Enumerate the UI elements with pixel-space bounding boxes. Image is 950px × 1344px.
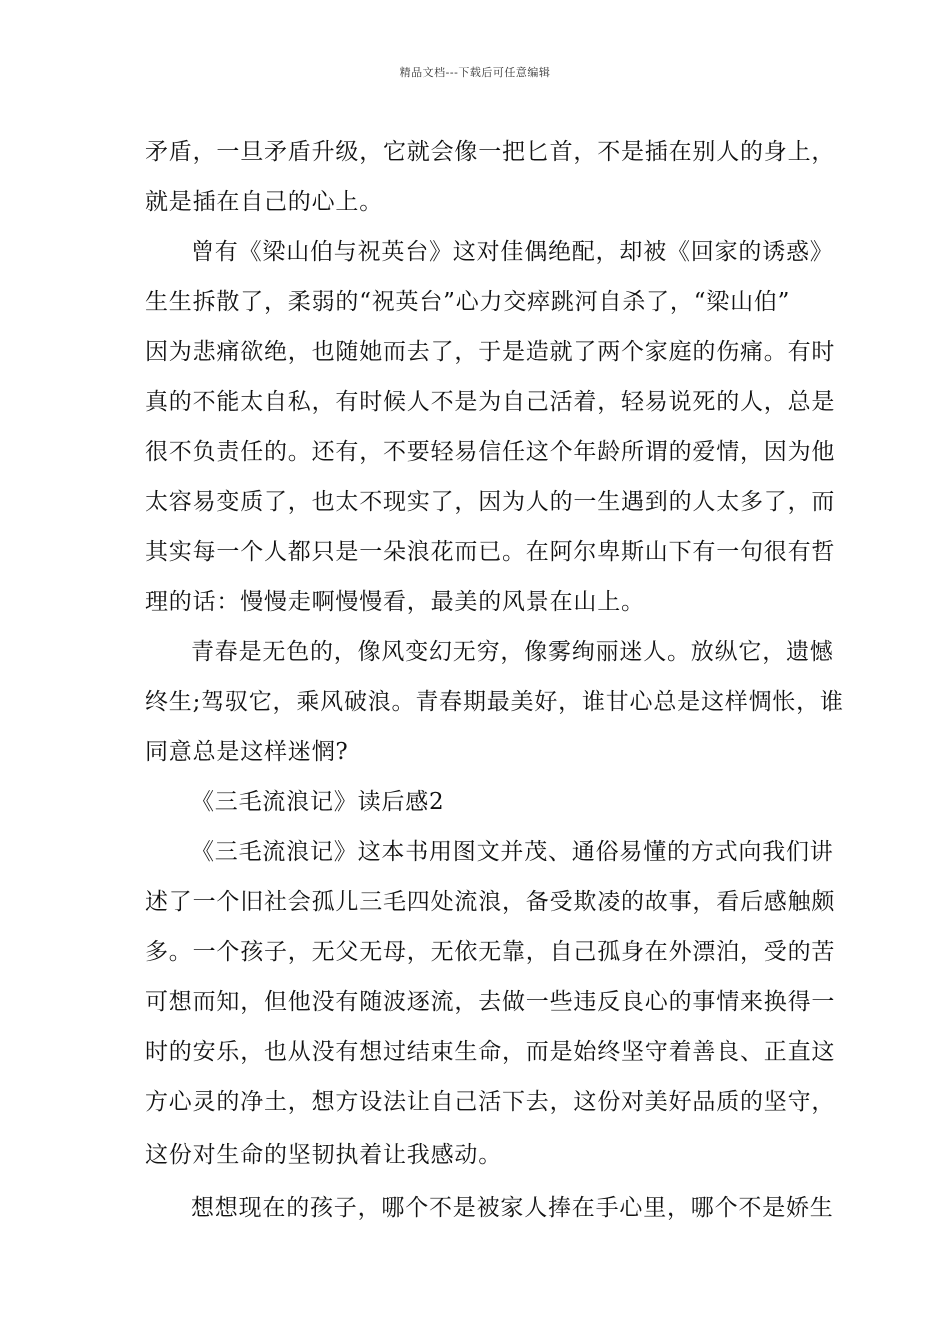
text-line: 太容易变质了，也太不现实了，因为人的一生遇到的人太多了，而 bbox=[145, 489, 836, 515]
text-line: 终生;驾驭它，乘风破浪。青春期最美好，谁甘心总是这样惆怅，谁 bbox=[145, 689, 844, 715]
text-line: 同意总是这样迷惘? bbox=[145, 739, 349, 765]
text-line: 这份对生命的坚韧执着让我感动。 bbox=[145, 1142, 502, 1168]
text-line: 想想现在的孩子，哪个不是被家人捧在手心里，哪个不是娇生 bbox=[191, 1195, 834, 1221]
text-line: 述了一个旧社会孤儿三毛四处流浪，备受欺凌的故事，看后感触颇 bbox=[145, 889, 836, 915]
text-line: 时的安乐，也从没有想过结束生命，而是始终坚守着善良、正直这 bbox=[145, 1039, 836, 1065]
text-line: 理的话：慢慢走啊慢慢看，最美的风景在山上。 bbox=[145, 589, 645, 615]
text-line: 其实每一个人都只是一朵浪花而已。在阿尔卑斯山下有一句很有哲 bbox=[145, 539, 836, 565]
text-line: 真的不能太自私，有时候人不是为自己活着，轻易说死的人，总是 bbox=[145, 389, 836, 415]
text-line: 青春是无色的，像风变幻无穷，像雾绚丽迷人。放纵它，遗憾 bbox=[191, 639, 834, 665]
text-line: 生生拆散了，柔弱的“祝英台”心力交瘁跳河自杀了，“梁山伯” bbox=[145, 289, 791, 315]
text-line: 多。一个孩子，无父无母，无依无靠，自己孤身在外漂泊，受的苦 bbox=[145, 939, 836, 965]
text-line: 就是插在自己的心上。 bbox=[145, 189, 383, 215]
text-line: 《三毛流浪记》这本书用图文并茂、通俗易懂的方式向我们讲 bbox=[191, 839, 834, 865]
text-line: 很不负责任的。还有，不要轻易信任这个年龄所谓的爱情，因为他 bbox=[145, 439, 836, 465]
text-line: 方心灵的净土，想方设法让自己活下去，这份对美好品质的坚守， bbox=[145, 1089, 836, 1115]
page-header: 精品文档---下载后可任意编辑 bbox=[399, 66, 551, 79]
text-line: 曾有《梁山伯与祝英台》这对佳偶绝配，却被《回家的诱惑》 bbox=[191, 239, 834, 265]
text-line: 因为悲痛欲绝，也随她而去了，于是造就了两个家庭的伤痛。有时 bbox=[145, 339, 836, 365]
section-heading: 《三毛流浪记》读后感2 bbox=[191, 789, 445, 815]
document-body bbox=[145, 127, 844, 1233]
text-line: 可想而知，但他没有随波逐流，去做一些违反良心的事情来换得一 bbox=[145, 989, 836, 1015]
text-line: 矛盾，一旦矛盾升级，它就会像一把匕首，不是插在别人的身上， bbox=[145, 139, 836, 165]
